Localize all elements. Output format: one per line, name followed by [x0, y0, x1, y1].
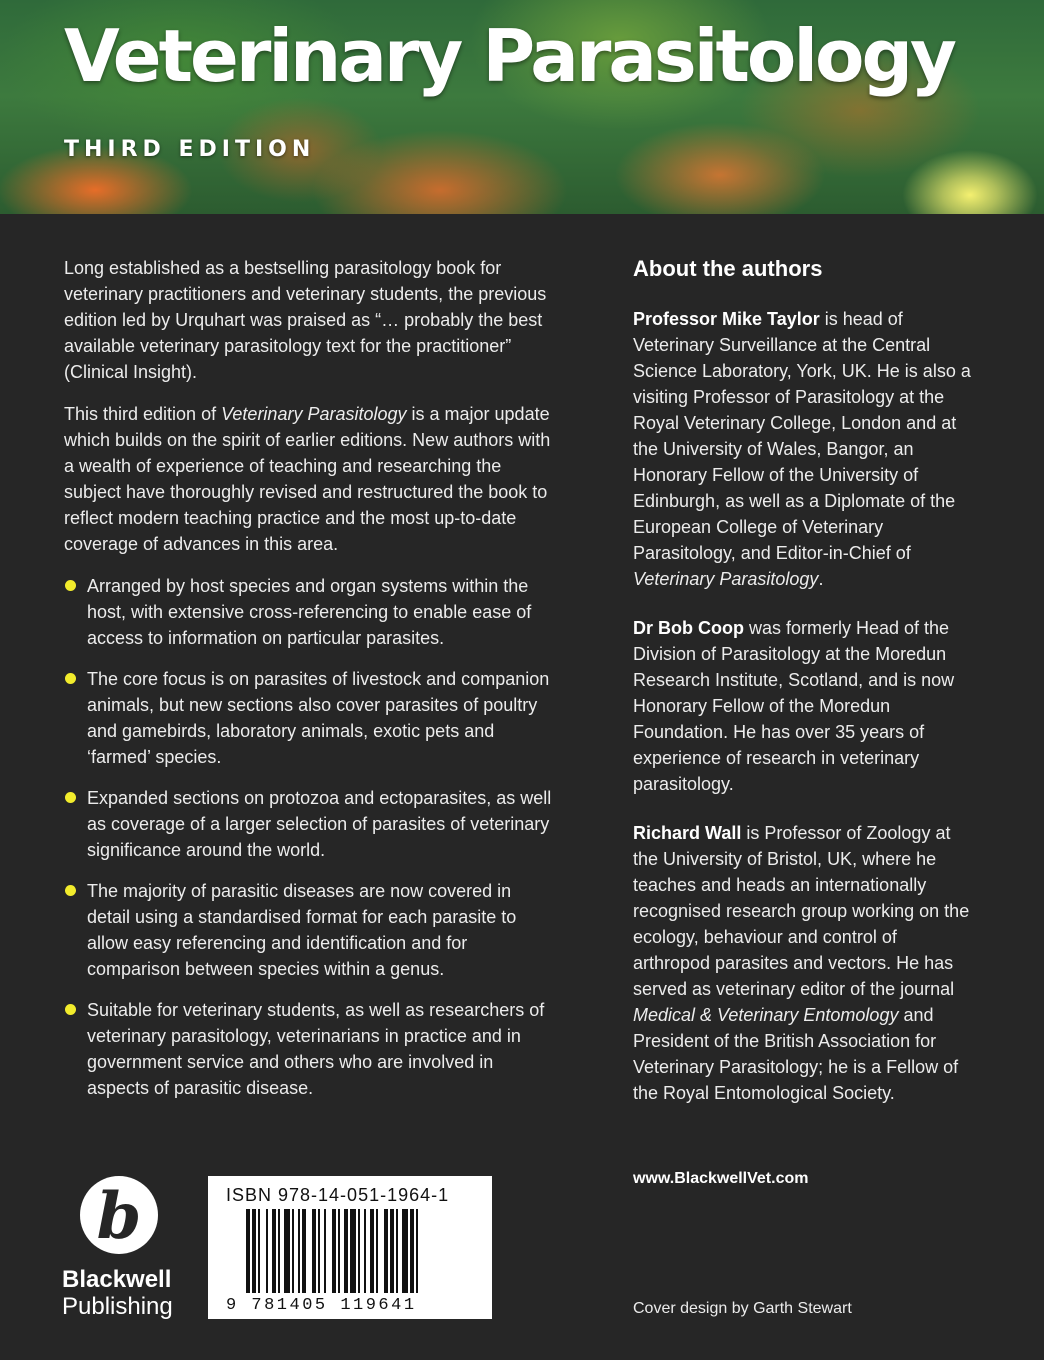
edition-paragraph-end: is a major update which builds on the spirit of earlier editions. New authors with a wealth of experience of teaching and researching the subject have thoroughly revised and restructured the book to reflect modern teaching practice and the most up-to-date coverage of advances in this area.	[64, 404, 551, 554]
feature-text: Suitable for veterinary students, as well as researchers of veterinary parasitology, veterinarians in practice and in government service and others who are involved in aspects of parasitic disease.	[87, 1000, 545, 1098]
edition-label: THIRD EDITION	[64, 137, 316, 162]
journal-title: Veterinary Parasitology	[633, 569, 819, 589]
author-text: is head of Veterinary Surveillance at the Central Science Laboratory, York, UK. He is also a visiting Professor of Parasitology at the Royal Veterinary College, London and at the University of Wales, Bangor, an Honorary Fellow of the University of Edinburgh, as well as a Diplomate of the European College of Veterinary Parasitology, and Editor-in-Chief of	[633, 309, 971, 563]
book-title: Veterinary Parasitology	[64, 14, 954, 98]
yellow-bullet-icon	[65, 885, 76, 896]
author-text: was formerly Head of the Division of Parasitology at the Moredun Research Institute, Scotland, and is now Honorary Fellow of the Moredun Foundation. He has over 35 years of experience of research in veterinary parasitology.	[633, 618, 955, 794]
cover-banner	[0, 0, 1044, 214]
publisher-name-line2: Publishing	[62, 1293, 173, 1320]
feature-text: The majority of parasitic diseases are now covered in detail using a standardised format for each parasite to allow easy referencing and identification and for comparison between species within a genus.	[87, 881, 517, 979]
author-name-wall: Richard Wall	[633, 823, 742, 843]
yellow-bullet-icon	[65, 792, 76, 803]
feature-text: Arranged by host species and organ systems within the host, with extensive cross-referencing to enable ease of access to information on particular parasites.	[87, 576, 532, 648]
author-text-end: and President of the British Association for Veterinary Parasitology; he is a Fellow of the Royal Entomological Society.	[633, 1005, 959, 1103]
feature-item	[64, 666, 559, 770]
yellow-bullet-icon	[65, 580, 76, 591]
edition-paragraph-start: This third edition of	[64, 404, 222, 424]
yellow-bullet-icon	[65, 1004, 76, 1015]
feature-item	[64, 573, 559, 651]
feature-item	[64, 878, 559, 982]
author-text: is Professor of Zoology at the University of Bristol, UK, where he teaches and heads an internationally recognised research group working on the ecology, behaviour and control of arthropod parasites and vectors. He has served as veterinary editor of the journal	[633, 823, 970, 999]
feature-item	[64, 997, 559, 1101]
barcode-digits: 9 781405 119641	[226, 1296, 417, 1315]
author-bio-taylor	[633, 306, 978, 592]
author-name-taylor: Professor Mike Taylor	[633, 309, 820, 329]
feature-text: The core focus is on parasites of livestock and companion animals, but new sections also cover parasites of poultry and gamebirds, laboratory animals, exotic pets and ‘farmed’ species.	[87, 669, 550, 767]
barcode-bars	[246, 1209, 456, 1293]
publisher-logo	[62, 1175, 192, 1325]
feature-text: Expanded sections on protozoa and ectoparasites, as well as coverage of a larger selection of parasites of veterinary significance around the world.	[87, 788, 552, 860]
description-column	[64, 255, 559, 1116]
feature-list	[64, 573, 559, 1101]
blackwell-b-icon	[79, 1175, 159, 1255]
svg-text:b: b	[96, 1179, 142, 1254]
yellow-bullet-icon	[65, 673, 76, 684]
edition-paragraph	[64, 401, 559, 557]
cover-credit: Cover design by Garth Stewart	[633, 1300, 852, 1317]
feature-item	[64, 785, 559, 863]
author-text-end: .	[818, 569, 824, 589]
author-name-coop: Dr Bob Coop	[633, 618, 744, 638]
intro-paragraph: Long established as a bestselling parasitology book for veterinary practitioners and veterinary students, the previous edition led by Urquhart was praised as “… probably the best available veterinary parasitology text for the practitioner” (Clinical Insight).	[64, 258, 547, 382]
isbn-barcode	[208, 1176, 492, 1319]
publisher-name-line1: Blackwell	[62, 1266, 172, 1293]
author-bio-coop	[633, 615, 978, 797]
authors-heading: About the authors	[633, 256, 823, 281]
journal-title: Medical & Veterinary Entomology	[633, 1005, 899, 1025]
isbn-label: ISBN 978-14-051-1964-1	[226, 1185, 450, 1205]
book-title-italic: Veterinary Parasitology	[221, 404, 407, 424]
authors-column	[633, 255, 978, 1129]
author-bio-wall	[633, 820, 978, 1106]
website-link[interactable]: www.BlackwellVet.com	[633, 1170, 809, 1187]
